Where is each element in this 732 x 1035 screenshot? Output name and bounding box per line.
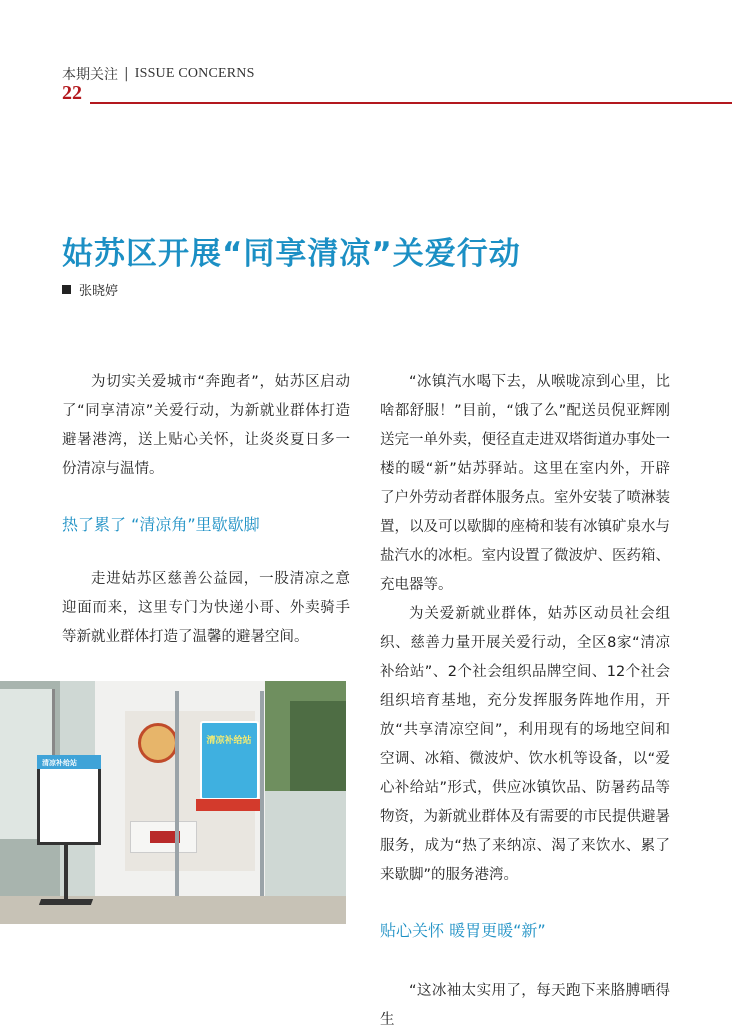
page-header bbox=[62, 64, 732, 104]
section-heading: 热了累了 “清凉角”里歇歇脚 bbox=[62, 515, 260, 534]
store-logo-icon bbox=[138, 723, 178, 763]
paragraph: 走进姑苏区慈善公益园，一股清凉之意迎面而来，这里专门为快递小哥、外卖骑手等新就业群体打造了温馨的避暑空间。 bbox=[62, 571, 350, 645]
paragraph: 为关爱新就业群体，姑苏区动员社会组织、慈善力量开展关爱行动，全区8家“清凉补给站”、2个社会组织品牌空间、12个社会组织培育基地，充分发挥服务阵地作用，开放“共享清凉空间”，利用现有的场地空间和空调、冰箱、微波炉、饮水机等设备，以“爱心补给站”形式，供应冰镇饮品、防暑药品等物资，为新就业群体及有需要的市民提供避暑服务，成为“热了来纳凉、渴了来饮水、累了来歇脚”的服务港湾。 bbox=[380, 606, 670, 883]
header-separator: | bbox=[124, 66, 129, 82]
section-heading: 贴心关怀 暖胃更暖“新” bbox=[380, 921, 546, 940]
door-poster-text: 清凉补给站 bbox=[206, 736, 252, 746]
article-photo bbox=[0, 681, 346, 924]
article-title: 姑苏区开展“同享清凉”关爱行动 bbox=[62, 236, 521, 272]
author-square-icon bbox=[62, 285, 71, 294]
column-right bbox=[380, 368, 670, 1035]
section-title-en: ISSUE CONCERNS bbox=[134, 66, 255, 81]
header-rule bbox=[90, 102, 732, 104]
author-name: 张晓婷 bbox=[79, 284, 119, 299]
author-line bbox=[62, 280, 118, 299]
section-title-cn: 本期关注 bbox=[62, 67, 118, 83]
paragraph: 为切实关爱城市“奔跑者”，姑苏区启动了“同享清凉”关爱行动，为新就业群体打造避暑港湾，送上贴心关怀，让炎炎夏日多一份清凉与温情。 bbox=[62, 374, 350, 477]
paragraph: “这冰袖太实用了，每天跑下来胳膊晒得生 bbox=[380, 983, 670, 1028]
display-stand-text: 清凉补给站 bbox=[42, 759, 77, 767]
paragraph: “冰镇汽水喝下去，从喉咙凉到心里，比啥都舒服！”目前，“饿了么”配送员倪亚辉刚送完一单外卖，便径直走进双塔街道办事处一楼的暖“新”姑苏驿站。这里在室内外，开辟了户外劳动者群体服务点。室外安装了喷淋装置，以及可以歇脚的座椅和装有冰镇矿泉水与盐汽水的冰柜。室内设置了微波炉、医药箱、充电器等。 bbox=[380, 374, 670, 593]
page-number: 22 bbox=[62, 82, 82, 104]
column-left bbox=[62, 368, 350, 652]
